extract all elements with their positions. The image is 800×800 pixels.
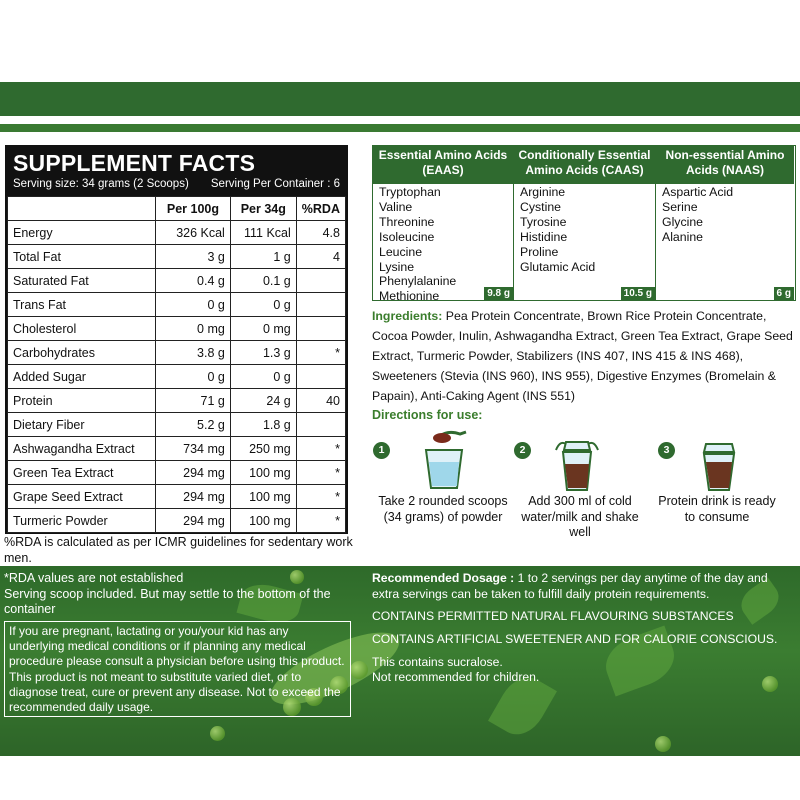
amino-acid-item: Glutamic Acid <box>520 259 596 274</box>
protein-drink-icon <box>696 440 742 492</box>
table-row <box>8 341 346 365</box>
children-notice: Not recommended for children. <box>372 670 540 684</box>
amino-acid-item: Serine <box>662 199 698 214</box>
per-34g-value: 1.8 g <box>230 413 296 437</box>
rda-value: * <box>296 485 345 509</box>
directions-title: Directions for use: <box>372 408 483 422</box>
nutrient-name: Carbohydrates <box>8 341 156 365</box>
nutrition-table-body <box>8 221 346 533</box>
facts-header <box>7 147 346 196</box>
step-text: Protein drink is ready to consume <box>658 494 776 524</box>
amino-column-header: Conditionally Essential Amino Acids (CAAS) <box>514 146 655 184</box>
supplement-facts-panel <box>5 145 348 534</box>
column-header-nutrient <box>8 197 156 221</box>
servings-per-container: Serving Per Container : 6 <box>210 178 340 190</box>
nutrient-name: Ashwagandha Extract <box>8 437 156 461</box>
amino-column-essential <box>373 146 514 304</box>
per-100g-value: 294 mg <box>156 509 231 533</box>
flavouring-notice: CONTAINS PERMITTED NATURAL FLAVOURING SUBSTANCES <box>372 609 734 623</box>
footnotes <box>4 571 349 618</box>
amino-acid-item: Alanine <box>662 229 704 244</box>
rda-value <box>296 413 345 437</box>
amino-weight-badge: 10.5 g <box>621 287 655 300</box>
nutrient-name: Protein <box>8 389 156 413</box>
per-34g-value: 1.3 g <box>230 341 296 365</box>
table-row <box>8 245 346 269</box>
per-100g-value: 294 mg <box>156 485 231 509</box>
per-34g-value: 100 mg <box>230 509 296 533</box>
scoop-glass-icon <box>418 428 470 490</box>
amino-acid-table <box>372 145 796 304</box>
nutrition-table <box>7 196 346 533</box>
per-34g-value: 24 g <box>230 389 296 413</box>
per-100g-value: 734 mg <box>156 437 231 461</box>
pea-decoration <box>350 661 368 679</box>
rda-value: 40 <box>296 389 345 413</box>
amino-acid-item: Arginine <box>520 185 566 199</box>
header-stripe <box>0 82 800 116</box>
rda-value: * <box>296 509 345 533</box>
per-100g-value: 3 g <box>156 245 231 269</box>
table-row <box>8 413 346 437</box>
serving-size: Serving size: 34 grams (2 Scoops) <box>13 178 189 190</box>
amino-weight-badge: 9.8 g <box>484 287 513 300</box>
rda-value: * <box>296 461 345 485</box>
rda-value: * <box>296 341 345 365</box>
amino-list <box>656 184 794 246</box>
per-100g-value: 0 g <box>156 293 231 317</box>
column-header-per-34g: Per 34g <box>230 197 296 221</box>
sweetener-notice: CONTAINS ARTIFICIAL SWEETENER AND FOR CALORIE CONSCIOUS. <box>372 632 778 646</box>
per-100g-value: 0.4 g <box>156 269 231 293</box>
table-row <box>8 365 346 389</box>
step-number: 2 <box>514 442 531 459</box>
header-thin-stripe <box>0 124 800 132</box>
table-row <box>8 461 346 485</box>
amino-acid-item: Tyrosine <box>520 214 567 229</box>
pea-decoration <box>655 736 671 752</box>
amino-acid-item: Aspartic Acid <box>662 185 734 199</box>
rda-value: * <box>296 437 345 461</box>
rda-note: %RDA is calculated as per ICMR guidelines for sedentary work men. <box>4 535 353 565</box>
nutrient-name: Energy <box>8 221 156 245</box>
amino-acid-item: Isoleucine <box>379 229 435 244</box>
amino-acid-item: Lysine <box>379 259 415 274</box>
rda-value <box>296 293 345 317</box>
step-text: Take 2 rounded scoops (34 grams) of powder <box>378 494 508 524</box>
dosage-label: Recommended Dosage : <box>372 571 515 585</box>
table-row <box>8 437 346 461</box>
amino-acid-item: Histidine <box>520 229 568 244</box>
table-row <box>8 317 346 341</box>
table-row <box>8 485 346 509</box>
per-34g-value: 100 mg <box>230 461 296 485</box>
amino-acid-item: Proline <box>520 244 559 259</box>
per-100g-value: 5.2 g <box>156 413 231 437</box>
column-header-per-100g: Per 100g <box>156 197 231 221</box>
amino-acid-item: Cystine <box>520 199 562 214</box>
per-34g-value: 111 Kcal <box>230 221 296 245</box>
nutrient-name: Turmeric Powder <box>8 509 156 533</box>
rda-value <box>296 317 345 341</box>
column-header-rda: %RDA <box>296 197 345 221</box>
amino-acid-item: Tryptophan <box>379 185 441 199</box>
nutrient-name: Saturated Fat <box>8 269 156 293</box>
shaker-icon <box>552 436 602 492</box>
per-100g-value: 3.8 g <box>156 341 231 365</box>
per-34g-value: 100 mg <box>230 485 296 509</box>
amino-column-conditional <box>514 146 656 300</box>
nutrient-name: Total Fat <box>8 245 156 269</box>
amino-acid-item: Leucine <box>379 244 423 259</box>
amino-acid-item: Phenylalanine <box>379 274 457 289</box>
recommended-dosage <box>372 571 798 602</box>
amino-weight-badge: 6 g <box>774 287 794 300</box>
per-100g-value: 71 g <box>156 389 231 413</box>
step-number: 3 <box>658 442 675 459</box>
step-number: 1 <box>373 442 390 459</box>
table-row <box>8 269 346 293</box>
table-row <box>8 509 346 533</box>
per-34g-value: 250 mg <box>230 437 296 461</box>
amino-acid-item: Valine <box>379 199 413 214</box>
warning-box: If you are pregnant, lactating or you/your kid has any underlying medical conditions or if planning any medical procedure please consult a physician before using this product. This product is not meant to substitute varied diet, or to diagnose treat, cure or prevent any disease. Not to exceed the recommended daily usage. <box>4 621 351 717</box>
amino-column-header: Essential Amino Acids (EAAS) <box>373 146 513 184</box>
nutrition-table-header <box>8 197 346 221</box>
nutrient-name: Trans Fat <box>8 293 156 317</box>
amino-acid-item: Methionine <box>379 289 440 304</box>
rda-value: 4 <box>296 245 345 269</box>
sucralose-notice: This contains sucralose. <box>372 655 503 669</box>
facts-title: SUPPLEMENT FACTS <box>13 150 256 176</box>
rda-value: 4.8 <box>296 221 345 245</box>
amino-column-header: Non-essential Amino Acids (NAAS) <box>656 146 794 184</box>
ingredients-list: Pea Protein Concentrate, Brown Rice Protein Concentrate, Cocoa Powder, Inulin, Ashwagandha Extract, Green Tea Extract, Grape Seed Extract, Turmeric Powder, Stabilizers (INS 407, INS 415 & INS 468), Sweeteners (Stevia (INS 960), INS 955), Digestive Enzymes (Bromelain & Papain), Anti-Caking Agent (INS 551) <box>372 309 793 403</box>
per-34g-value: 0 g <box>230 293 296 317</box>
step-text: Add 300 ml of cold water/milk and shake well <box>521 494 639 539</box>
amino-acid-item: Threonine <box>379 214 435 229</box>
pea-decoration <box>210 726 225 741</box>
per-34g-value: 0.1 g <box>230 269 296 293</box>
nutrient-name: Dietary Fiber <box>8 413 156 437</box>
dosage-text: 1 to 2 servings per day anytime of the day and extra servings can be taken to fulfill daily protein requirements. <box>372 571 768 601</box>
rda-value <box>296 269 345 293</box>
rda-not-established-note: *RDA values are not established <box>4 571 184 585</box>
ingredients-text <box>372 306 798 406</box>
table-row <box>8 389 346 413</box>
per-100g-value: 294 mg <box>156 461 231 485</box>
per-34g-value: 0 g <box>230 365 296 389</box>
per-34g-value: 1 g <box>230 245 296 269</box>
scoop-note: Serving scoop included. But may settle to the bottom of the container <box>4 586 331 616</box>
serving-info <box>13 177 340 191</box>
per-100g-value: 0 mg <box>156 317 231 341</box>
nutrient-name: Added Sugar <box>8 365 156 389</box>
table-row <box>8 221 346 245</box>
ingredients-label: Ingredients: <box>372 309 443 323</box>
pea-decoration <box>762 676 778 692</box>
per-100g-value: 326 Kcal <box>156 221 231 245</box>
amino-column-nonessential <box>656 146 794 300</box>
nutrient-name: Cholesterol <box>8 317 156 341</box>
nutrient-name: Green Tea Extract <box>8 461 156 485</box>
per-100g-value: 0 g <box>156 365 231 389</box>
nutrient-name: Grape Seed Extract <box>8 485 156 509</box>
amino-list <box>514 184 655 275</box>
per-34g-value: 0 mg <box>230 317 296 341</box>
rda-value <box>296 365 345 389</box>
table-row <box>8 293 346 317</box>
amino-acid-item: Glycine <box>662 214 704 229</box>
